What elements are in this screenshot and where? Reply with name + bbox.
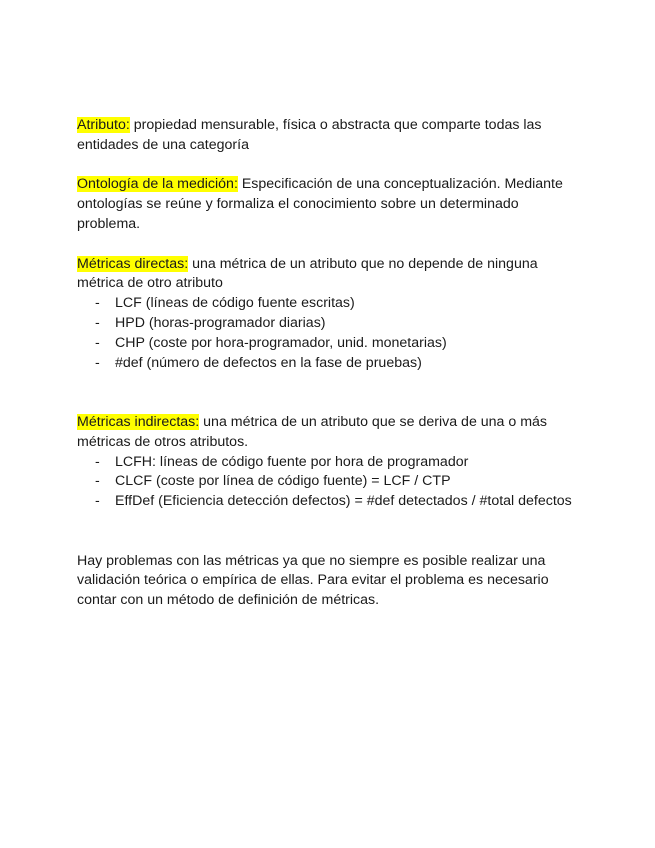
definition-atributo	[77, 116, 582, 156]
list-item-text: CHP (coste por hora-programador, unid. monetarias)	[115, 334, 447, 351]
spacer	[77, 512, 582, 552]
metricas-indirectas-list	[77, 453, 582, 512]
list-item-text: LCFH: líneas de código fuente por hora de programador	[115, 453, 469, 470]
bullet-dash: -	[95, 493, 100, 510]
list-item	[77, 314, 582, 334]
list-item-text: CLCF (coste por línea de código fuente) = LCF / CTP	[115, 473, 451, 490]
definition-text: una métrica de un atributo que no depende de ninguna métrica de otro atributo	[77, 255, 538, 292]
term-highlight: Ontología de la medición:	[77, 176, 238, 193]
list-item	[77, 334, 582, 354]
list-item	[77, 354, 582, 374]
list-item-text: #def (número de defectos en la fase de pruebas)	[115, 354, 422, 371]
spacer	[77, 156, 582, 176]
document-page	[77, 116, 582, 611]
list-item-text: LCF (líneas de código fuente escritas)	[115, 295, 355, 312]
term-highlight: Métricas directas:	[77, 255, 189, 272]
spacer	[77, 235, 582, 255]
bullet-dash: -	[95, 354, 100, 371]
bullet-dash: -	[95, 295, 100, 312]
list-item	[77, 492, 582, 512]
bullet-dash: -	[95, 334, 100, 351]
conclusion-paragraph: Hay problemas con las métricas ya que no siempre es posible realizar una validación teórica o empírica de ellas. Para evitar el problema es necesario contar con un método de definición de métricas.	[77, 552, 549, 609]
definition-text: Especificación de una conceptualización. Mediante ontologías se reúne y formaliza el conocimiento sobre un determinado problema.	[77, 176, 563, 232]
list-item	[77, 472, 582, 492]
definition-text: propiedad mensurable, física o abstracta que comparte todas las entidades de una categoría	[77, 117, 542, 153]
bullet-dash: -	[95, 314, 100, 331]
term-highlight: Atributo:	[77, 117, 130, 133]
metricas-directas-list	[77, 294, 582, 373]
bullet-dash: -	[95, 453, 100, 470]
spacer	[77, 373, 582, 413]
term-highlight: Métricas indirectas:	[77, 413, 200, 430]
list-item	[77, 453, 582, 473]
definition-metricas-indirectas	[77, 413, 582, 453]
list-item	[77, 294, 582, 314]
list-item-text: EffDef (Eficiencia detección defectos) = #def detectados / #total defectos	[115, 493, 572, 510]
definition-text: una métrica de un atributo que se deriva de una o más métricas de otros atributos.	[77, 413, 548, 450]
definition-metricas-directas	[77, 255, 582, 295]
bullet-dash: -	[95, 473, 100, 490]
definition-ontologia	[77, 175, 582, 234]
list-item-text: HPD (horas-programador diarias)	[115, 314, 326, 331]
